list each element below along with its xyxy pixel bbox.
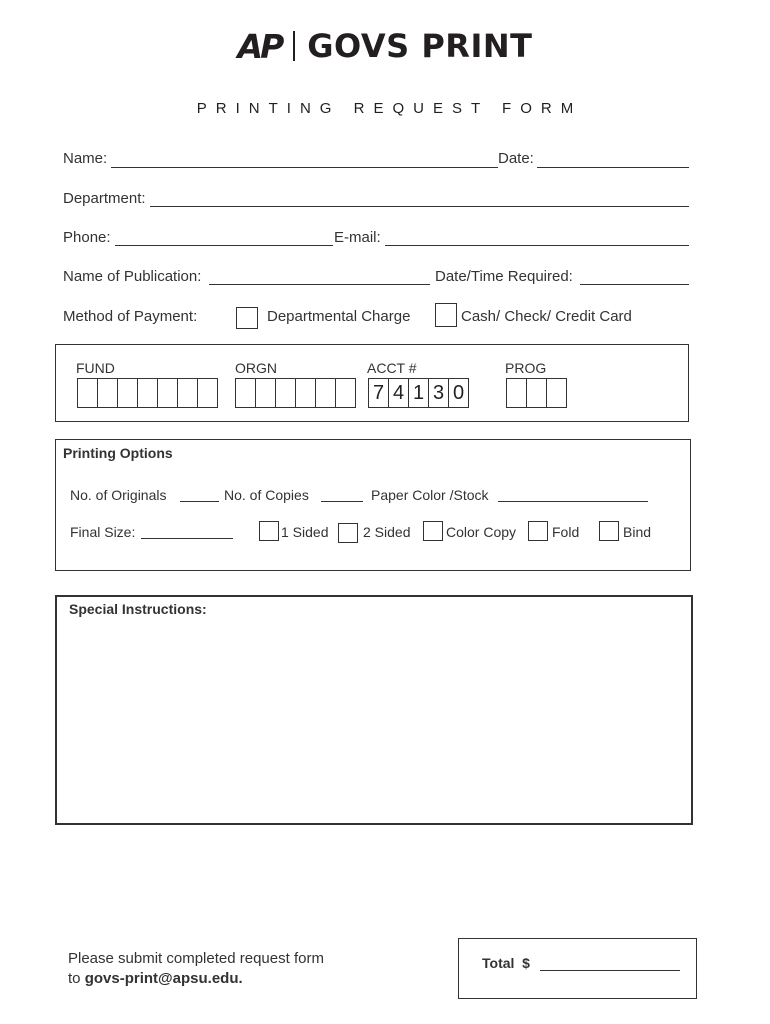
form-title: PRINTING REQUEST FORM (196, 100, 583, 117)
submit-instruction-line2 (68, 970, 243, 987)
name-label: Name: (63, 150, 108, 167)
color-copy-checkbox[interactable] (423, 521, 443, 541)
fund-cell[interactable] (157, 378, 178, 408)
orgn-cell[interactable] (275, 378, 296, 408)
bind-label: Bind (623, 524, 652, 540)
bind-checkbox[interactable] (599, 521, 619, 541)
prog-cells[interactable] (506, 378, 566, 408)
acct-digit[interactable]: 7 (368, 378, 389, 408)
color-copy-label: Color Copy (446, 524, 517, 540)
logo-text: GOVS PRINT (307, 27, 533, 65)
publication-field[interactable] (209, 284, 430, 285)
prog-cell[interactable] (526, 378, 547, 408)
publication-label: Name of Publication: (63, 268, 202, 285)
fund-cell[interactable] (137, 378, 158, 408)
copies-field[interactable] (321, 501, 363, 502)
phone-field[interactable] (115, 245, 333, 246)
two-sided-label: 2 Sided (363, 524, 411, 540)
prog-label: PROG (505, 360, 547, 376)
acct-cells[interactable] (368, 378, 468, 408)
datetime-required-field[interactable] (580, 284, 689, 285)
one-sided-checkbox[interactable] (259, 521, 279, 541)
total-field[interactable] (540, 970, 680, 971)
logo-mark: AP (237, 26, 282, 66)
orgn-cell[interactable] (315, 378, 336, 408)
fund-label: FUND (76, 360, 115, 376)
date-field[interactable] (537, 167, 689, 168)
orgn-cells[interactable] (235, 378, 355, 408)
fold-checkbox[interactable] (528, 521, 548, 541)
acct-digit[interactable]: 3 (428, 378, 449, 408)
orgn-cell[interactable] (295, 378, 316, 408)
originals-label: No. of Originals (70, 487, 167, 503)
copies-label: No. of Copies (224, 487, 309, 503)
submit-instruction-line1: Please submit completed request form (68, 950, 324, 967)
fund-cell[interactable] (197, 378, 218, 408)
orgn-cell[interactable] (255, 378, 276, 408)
email-field[interactable] (385, 245, 689, 246)
fund-cell[interactable] (77, 378, 98, 408)
submit-prefix: to (68, 970, 85, 987)
fund-cell[interactable] (177, 378, 198, 408)
final-size-field[interactable] (141, 538, 233, 539)
final-size-label: Final Size: (70, 524, 136, 540)
phone-label: Phone: (63, 229, 111, 246)
orgn-cell[interactable] (235, 378, 256, 408)
acct-label: ACCT # (367, 360, 417, 376)
logo-divider (293, 31, 295, 61)
fold-label: Fold (552, 524, 580, 540)
prog-cell[interactable] (506, 378, 527, 408)
department-label: Department: (63, 190, 146, 207)
departmental-charge-checkbox[interactable] (236, 307, 258, 329)
department-field[interactable] (150, 206, 689, 207)
acct-digit[interactable]: 0 (448, 378, 469, 408)
orgn-label: ORGN (235, 360, 277, 376)
fund-cell[interactable] (117, 378, 138, 408)
departmental-charge-label: Departmental Charge (267, 308, 411, 325)
logo (0, 26, 770, 66)
originals-field[interactable] (180, 501, 219, 502)
datetime-required-label: Date/Time Required: (435, 268, 573, 285)
special-instructions-box[interactable] (55, 595, 693, 825)
orgn-cell[interactable] (335, 378, 356, 408)
name-field[interactable] (111, 167, 498, 168)
special-instructions-title: Special Instructions: (69, 601, 207, 617)
cash-check-credit-checkbox[interactable] (435, 303, 457, 327)
acct-digit[interactable]: 4 (388, 378, 409, 408)
email-label: E-mail: (334, 229, 381, 246)
payment-method-label: Method of Payment: (63, 308, 198, 325)
acct-digit[interactable]: 1 (408, 378, 429, 408)
paper-label: Paper Color /Stock (371, 487, 489, 503)
fund-cell[interactable] (97, 378, 118, 408)
total-label: Total $ (482, 955, 530, 971)
prog-cell[interactable] (546, 378, 567, 408)
cash-check-credit-label: Cash/ Check/ Credit Card (461, 308, 632, 325)
fund-cells[interactable] (77, 378, 217, 408)
submit-email: govs-print@apsu.edu. (84, 970, 243, 987)
two-sided-checkbox[interactable] (338, 523, 358, 543)
paper-field[interactable] (498, 501, 648, 502)
one-sided-label: 1 Sided (281, 524, 329, 540)
printing-options-title: Printing Options (63, 445, 173, 461)
date-label: Date: (498, 150, 534, 167)
